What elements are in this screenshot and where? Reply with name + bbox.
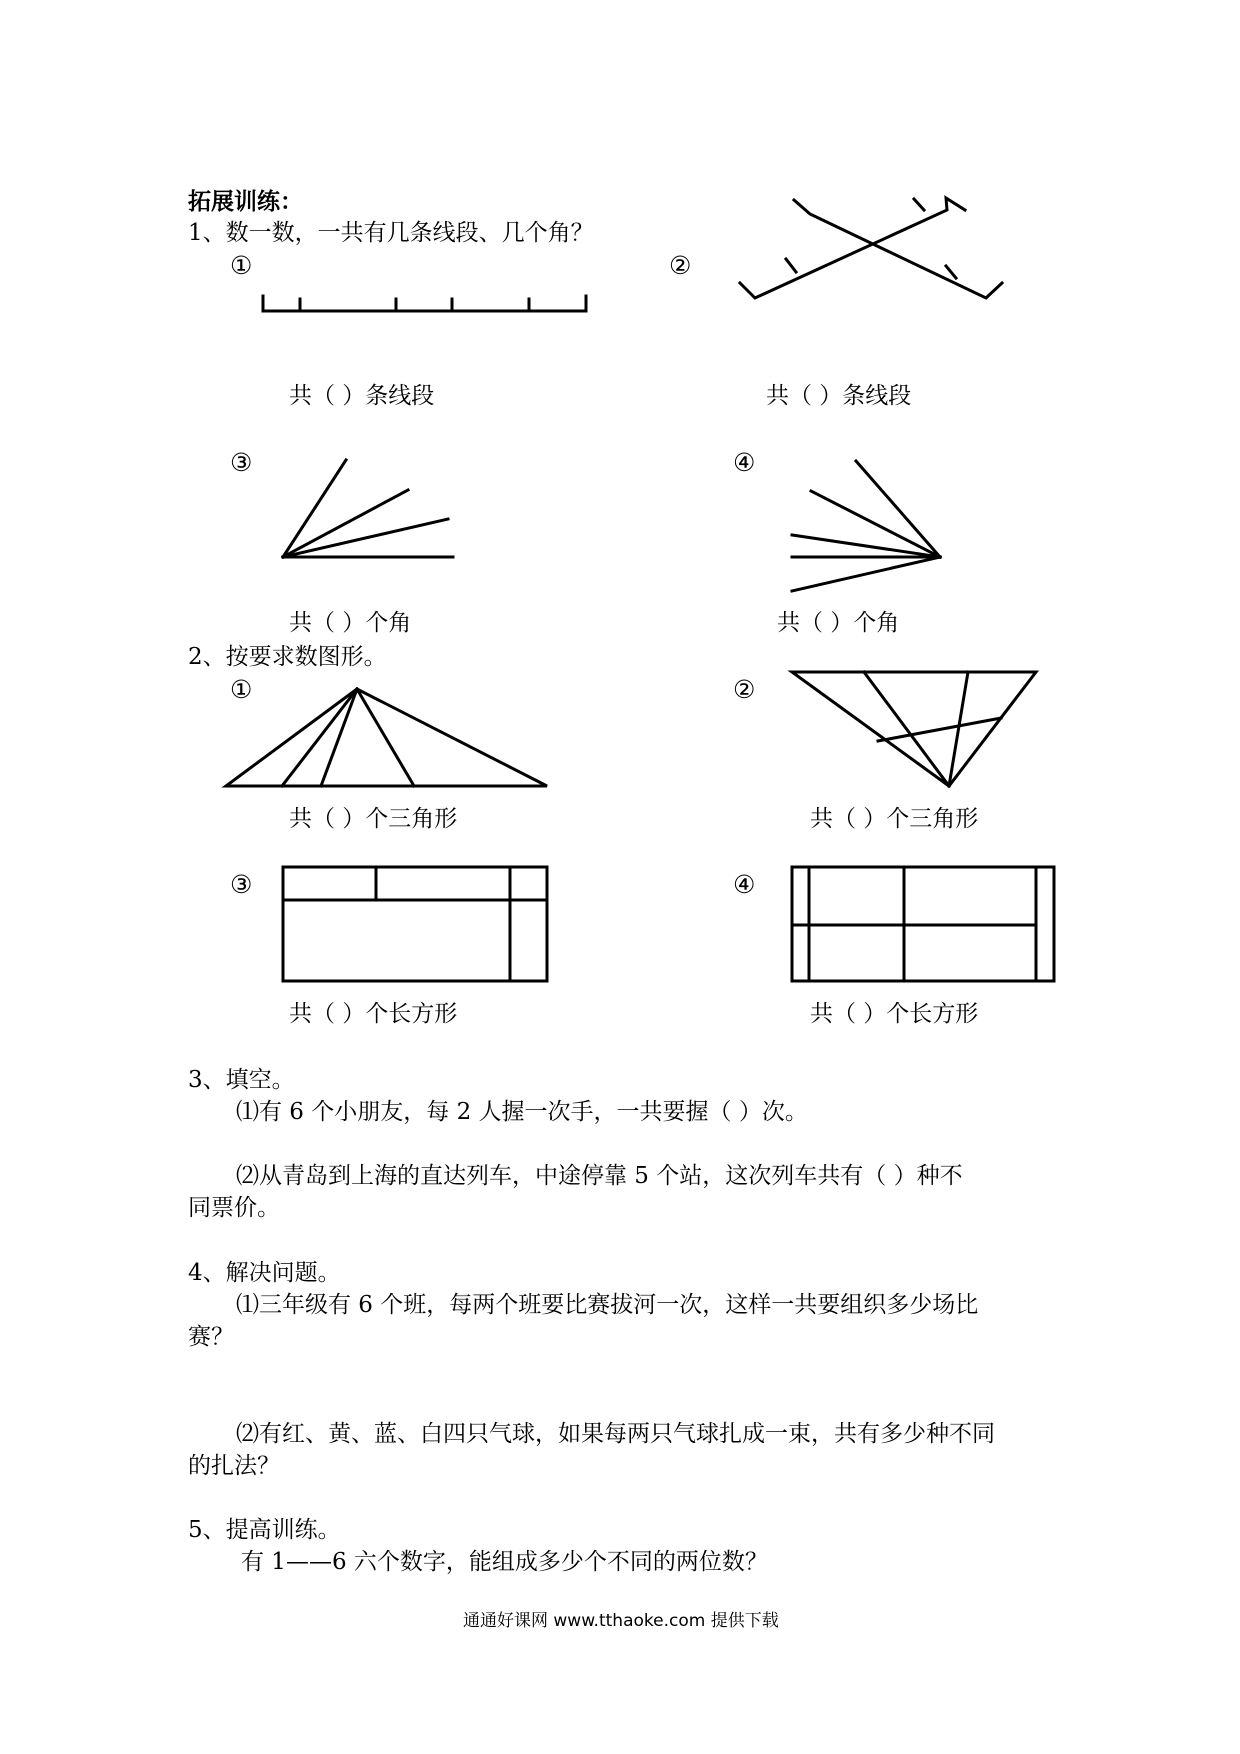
page-footer: 通通好课网 www.tthaoke.com 提供下载 [463,1611,779,1631]
q1-item2-answer: 共（ ）条线段 [766,383,912,409]
q1-item1-answer: 共（ ）条线段 [289,383,435,409]
q1-item1-mark: ① [230,251,253,280]
q4-p1-line1: ⑴三年级有 6 个班，每两个班要比赛拔河一次，这样一共要组织多少场比 [236,1292,979,1318]
q5-p1: 有 1——6 六个数字，能组成多少个不同的两位数？ [241,1549,768,1575]
q2-item4-mark: ④ [733,870,756,899]
q3-title: 3、填空。 [188,1067,295,1093]
q1-item2-mark: ② [669,251,692,280]
q2-item3-answer: 共（ ）个长方形 [289,1001,458,1027]
q2-item1-mark: ① [230,675,253,704]
q1-item4-answer: 共（ ）个角 [777,610,900,636]
section-title: 拓展训练： [188,188,303,215]
q2-fig3-rect [283,867,547,981]
q5-title: 5、提高训练。 [188,1517,341,1543]
q4-title: 4、解决问题。 [188,1260,341,1286]
q2-item3-mark: ③ [230,870,253,899]
q3-p1: ⑴有 6 个小朋友，每 2 人握一次手，一共要握（ ）次。 [236,1099,808,1125]
q1-title: 1、数一数，一共有几条线段、几个角？ [188,220,594,246]
q1-fig3-rays [283,460,453,557]
q2-title: 2、按要求数图形。 [188,644,387,670]
q2-item2-answer: 共（ ）个三角形 [810,806,979,832]
q1-item3-mark: ③ [230,448,253,477]
q1-fig4-rays [792,461,940,591]
q2-item1-answer: 共（ ）个三角形 [289,806,458,832]
q3-p2-line1: ⑵从青岛到上海的直达列车，中途停靠 5 个站，这次列车共有（ ）种不 [236,1163,963,1189]
q1-fig1-segment [263,296,586,311]
q3-p2-line2: 同票价。 [188,1195,280,1221]
q4-p2-line1: ⑵有红、黄、蓝、白四只气球，如果每两只气球扎成一束，共有多少种不同 [236,1421,995,1447]
q2-fig2-triangle [792,672,1036,786]
q4-p2-line2: 的扎法？ [188,1453,280,1479]
q2-fig4-rect [792,867,1054,981]
q1-item3-answer: 共（ ）个角 [289,610,412,636]
q2-item4-answer: 共（ ）个长方形 [810,1001,979,1027]
q4-p1-line2: 赛？ [188,1324,234,1350]
q1-fig2-cross [740,198,1002,298]
q1-item4-mark: ④ [733,448,756,477]
q2-fig1-triangle [226,689,547,786]
q2-item2-mark: ② [733,675,756,704]
